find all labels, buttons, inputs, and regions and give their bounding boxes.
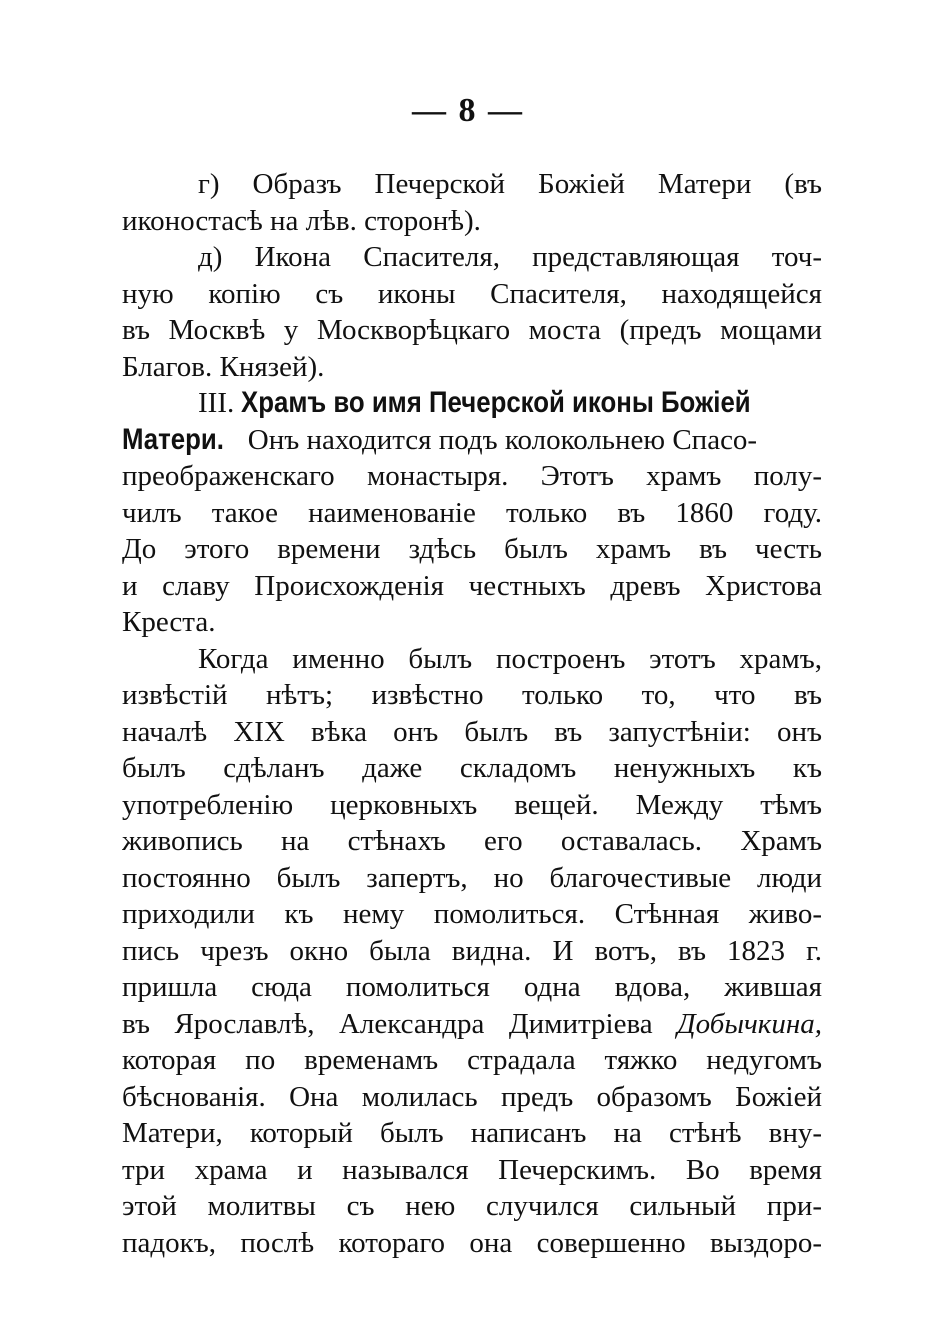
text-line: Матери, который былъ написанъ на стѣнѣ вну- [122, 1117, 822, 1149]
text-line: Благов. Князей). [122, 350, 325, 383]
text-line: иконостасѣ на лѣв. сторонѣ). [122, 204, 481, 237]
text-line: Креста. [122, 606, 216, 638]
text-line: преображенскаго монастыря. Этотъ храмъ полу- [122, 460, 822, 492]
text-run: Онъ находится подъ колокольнею Спасо- [247, 423, 758, 456]
text-line: въ Москвѣ у Москворѣцкаго моста (предъ мощами [122, 314, 822, 346]
text-line: и славу Происхожденія честныхъ древъ Христова [122, 569, 822, 602]
person-name: Добычкина, [677, 1007, 822, 1040]
text-line: употребленію церковныхъ вещей. Между тѣмъ [122, 788, 822, 821]
text-line: чилъ такое наименованіе только въ 1860 году. [122, 496, 822, 529]
section-heading-continued: Матери. [122, 422, 224, 456]
text-line: пришла сюда помолиться одна вдова, жившая [122, 971, 822, 1003]
section-heading-line [122, 385, 822, 422]
text-line: бѣснованія. Она молилась предъ образомъ Божіей [122, 1080, 822, 1113]
text-line [122, 1006, 822, 1043]
section-numeral: III. [198, 387, 235, 419]
text-line: ную копію съ иконы Спасителя, находящейся [122, 277, 822, 310]
text-line [122, 422, 822, 459]
text-line: началѣ XIX вѣка онъ былъ въ запустѣніи: онъ [122, 715, 822, 748]
text-line: извѣстій нѣтъ; извѣстно только то, что въ [122, 679, 822, 711]
text-line: три храма и назывался Печерскимъ. Во время [122, 1153, 822, 1186]
text-line: былъ сдѣланъ даже складомъ ненужныхъ къ [122, 752, 822, 784]
text-line: живопись на стѣнахъ его оставалась. Храмъ [122, 825, 822, 857]
text-line: д) Икона Спасителя, представляющая точ- [198, 241, 822, 273]
text-line: Когда именно былъ построенъ этотъ храмъ, [198, 642, 822, 675]
text-line: которая по временамъ страдала тяжко недугомъ [122, 1044, 822, 1076]
text-line: падокъ, послѣ котораго она совершенно выздоро- [122, 1226, 822, 1259]
text-line: этой молитвы съ нею случился сильный при- [122, 1190, 822, 1222]
text-run: въ Ярославлѣ, Александра Димитріева [122, 1007, 653, 1040]
text-line: г) Образъ Печерской Божіей Матери (въ [198, 168, 822, 200]
page-number: — 8 — [412, 92, 524, 129]
text-line: До этого времени здѣсь былъ храмъ въ честь [122, 533, 822, 565]
text-line: приходили къ нему помолиться. Стѣнная живо- [122, 898, 822, 930]
body-text [122, 166, 822, 1261]
text-line: пись чрезъ окно была видна. И вотъ, въ 1823 г. [122, 934, 822, 967]
text-line: постоянно былъ запертъ, но благочестивые люди [122, 861, 822, 894]
section-heading: Храмъ во имя Печерской иконы Божіей [241, 386, 752, 419]
